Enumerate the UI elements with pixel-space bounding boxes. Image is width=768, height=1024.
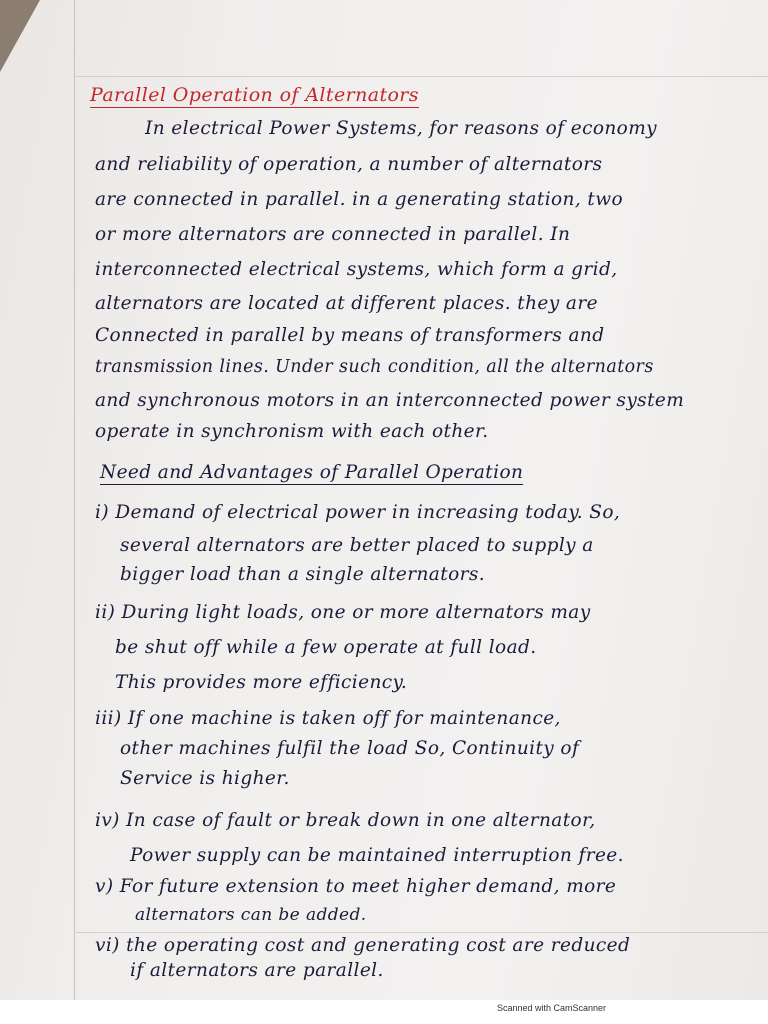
point-line: iii) If one machine is taken off for maintenance, <box>95 708 561 729</box>
intro-line: and reliability of operation, a number of alternators <box>95 154 603 175</box>
intro-line: and synchronous motors in an interconnected power system <box>95 390 685 411</box>
intro-line: or more alternators are connected in parallel. In <box>95 224 571 245</box>
ruled-line <box>74 76 768 77</box>
point-line: several alternators are better placed to supply a <box>120 535 594 556</box>
point-line: ii) During light loads, one or more alternators may <box>95 602 591 623</box>
margin-line <box>74 0 75 1000</box>
point-line: i) Demand of electrical power in increasing today. So, <box>95 502 621 523</box>
section-heading: Need and Advantages of Parallel Operation <box>100 462 524 483</box>
point-line: v) For future extension to meet higher demand, more <box>95 876 617 897</box>
intro-line: alternators are located at different places. they are <box>95 293 598 314</box>
point-line: be shut off while a few operate at full load. <box>115 637 537 658</box>
scanner-watermark: Scanned with CamScanner <box>497 1003 607 1013</box>
point-line: alternators can be added. <box>135 905 367 925</box>
point-line: Service is higher. <box>120 768 290 789</box>
intro-line: Connected in parallel by means of transformers and <box>95 325 605 346</box>
intro-line: interconnected electrical systems, which form a grid, <box>95 259 618 280</box>
point-line: vi) the operating cost and generating cost are reduced <box>95 935 631 956</box>
page-title: Parallel Operation of Alternators <box>90 84 419 106</box>
point-line: other machines fulfil the load So, Continuity of <box>120 738 580 759</box>
page-corner-shadow <box>0 0 40 72</box>
intro-line: are connected in parallel. in a generating station, two <box>95 189 624 210</box>
intro-line: In electrical Power Systems, for reasons of economy <box>145 118 658 139</box>
intro-line: transmission lines. Under such condition, all the alternators <box>95 357 654 377</box>
intro-line: operate in synchronism with each other. <box>95 421 489 442</box>
point-line: Power supply can be maintained interruption free. <box>130 845 624 866</box>
point-line: if alternators are parallel. <box>130 960 384 981</box>
point-line: bigger load than a single alternators. <box>120 564 486 585</box>
ruled-line <box>74 932 768 933</box>
point-line: iv) In case of fault or break down in one alternator, <box>95 810 596 831</box>
point-line: This provides more efficiency. <box>115 672 408 693</box>
